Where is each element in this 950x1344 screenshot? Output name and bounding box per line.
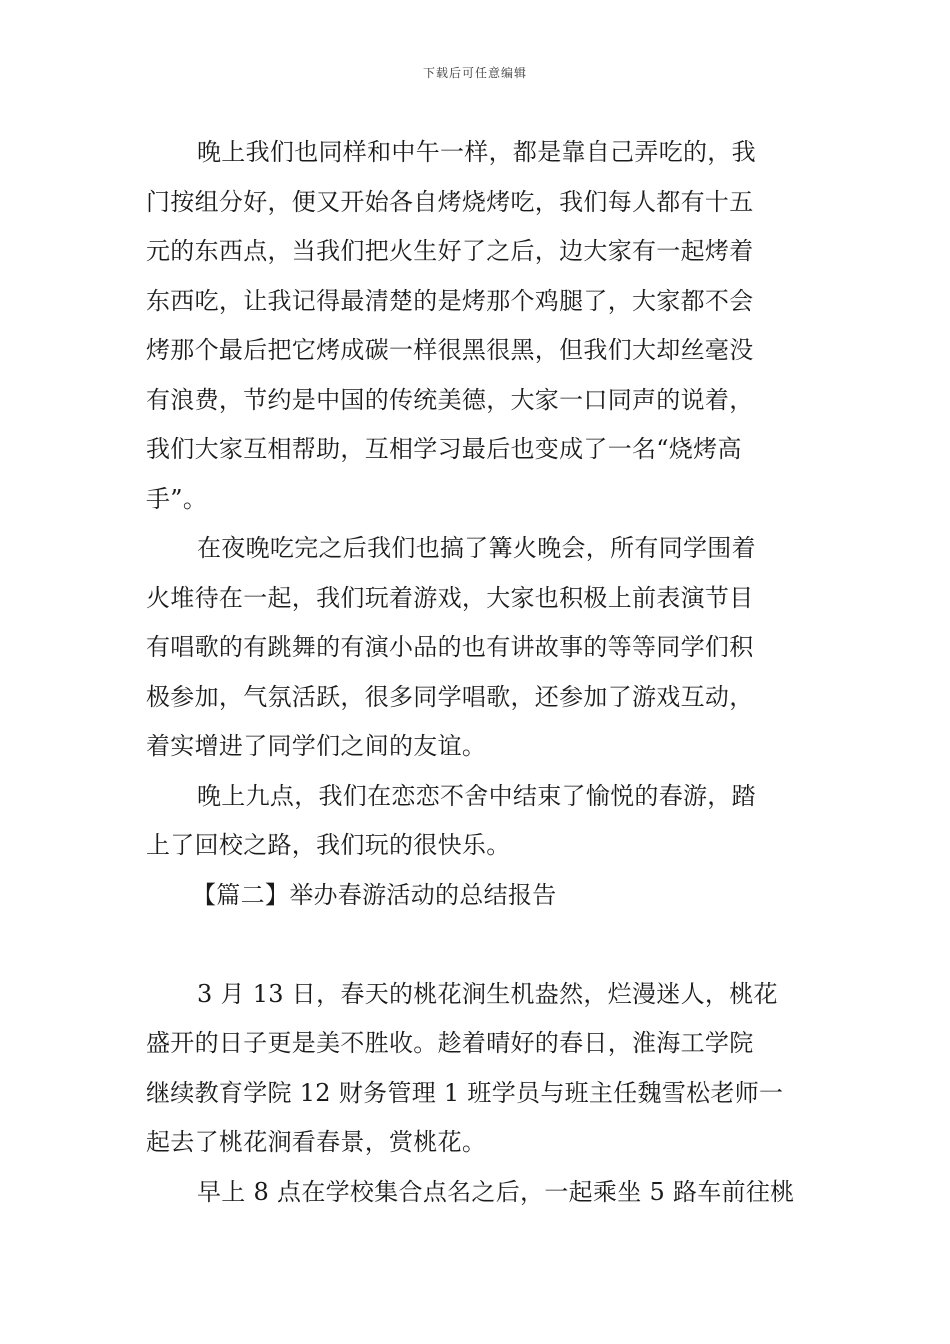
paragraph-line: 我们大家互相帮助，互相学习最后也变成了一名“烧烤高 [146, 435, 742, 463]
paragraph-line: 门按组分好，便又开始各自烤烧烤吃，我们每人都有十五 [146, 187, 754, 216]
paragraph-line: 晚上我们也同样和中午一样，都是靠自己弄吃的，我 [197, 138, 756, 166]
paragraph-line: 在夜晚吃完之后我们也搞了篝火晚会，所有同学围着 [197, 534, 756, 562]
paragraph-line: 上了回校之路，我们玩的很快乐。 [146, 831, 511, 859]
paragraph-line: 元的东西点，当我们把火生好了之后，边大家有一起烤着 [146, 237, 754, 265]
blank-line [146, 920, 806, 970]
document-body [146, 128, 806, 1217]
paragraph-line: 晚上九点，我们在恋恋不舍中结束了愉悦的春游，踏 [197, 781, 756, 810]
paragraph-line: 起去了桃花涧看春景，赏桃花。 [146, 1128, 487, 1156]
paragraph-line: 早上 8 点在学校集合点名之后，一起乘坐 5 路车前往桃 [197, 1177, 795, 1206]
paragraph-line: 继续教育学院 12 财务管理 1 班学员与班主任魏雪松老师一 [146, 1078, 784, 1107]
page-header: 下载后可任意编辑 [422, 66, 527, 80]
paragraph-line: 盛开的日子更是美不胜收。趁着晴好的春日，淮海工学院 [146, 1029, 754, 1057]
section-heading: 【篇二】举办春游活动的总结报告 [192, 880, 557, 909]
paragraph-line: 东西吃，让我记得最清楚的是烤那个鸡腿了，大家都不会 [146, 286, 754, 315]
paragraph-line: 有浪费，节约是中国的传统美德，大家一口同声的说着， [146, 385, 754, 414]
paragraph-line: 手”。 [146, 484, 208, 513]
paragraph-line: 极参加，气氛活跃，很多同学唱歌，还参加了游戏互动， [146, 682, 754, 711]
paragraph-line: 3 月 13 日，春天的桃花涧生机盎然，烂漫迷人，桃花 [197, 979, 778, 1008]
paragraph-line: 着实增进了同学们之间的友谊。 [146, 732, 487, 760]
paragraph-line: 有唱歌的有跳舞的有演小品的也有讲故事的等等同学们积 [146, 633, 754, 661]
paragraph-line: 烤那个最后把它烤成碳一样很黑很黑，但我们大却丝毫没 [146, 336, 754, 364]
paragraph-line: 火堆待在一起，我们玩着游戏，大家也积极上前表演节目 [146, 583, 754, 612]
